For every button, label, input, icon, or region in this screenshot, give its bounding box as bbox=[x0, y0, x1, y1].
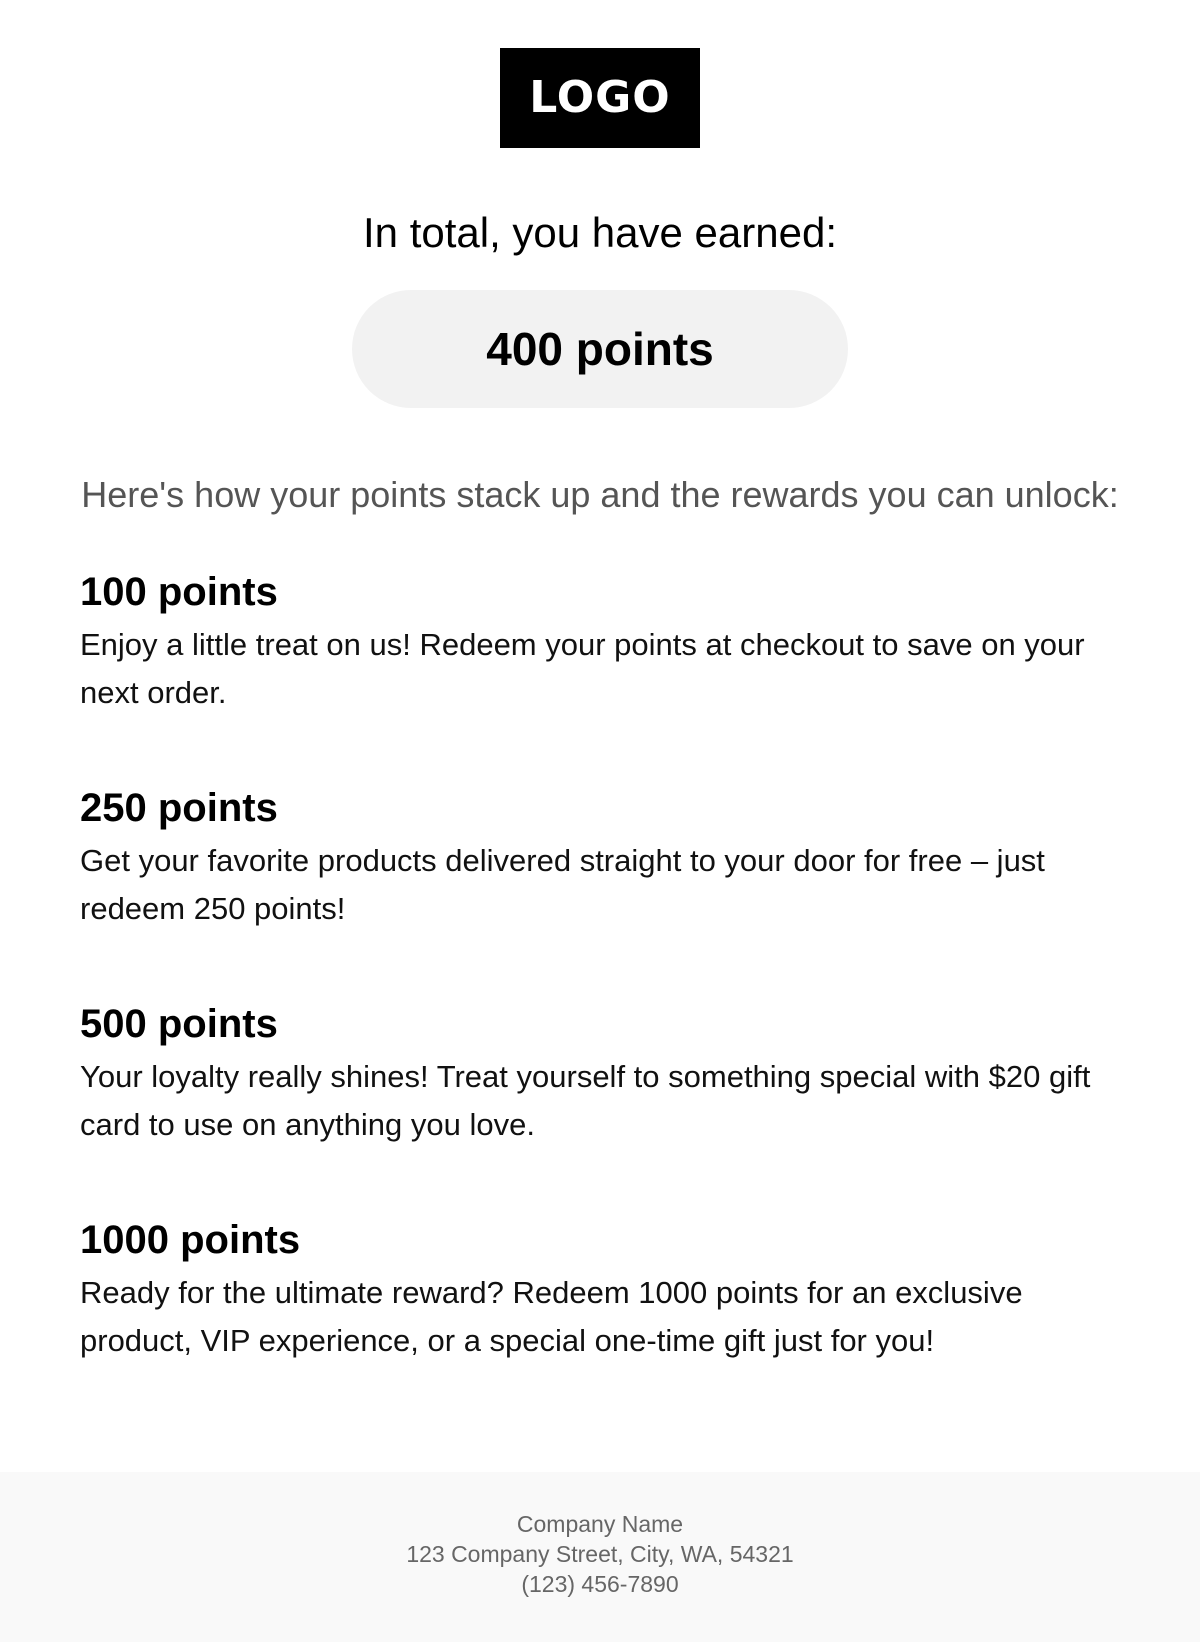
reward-tier-100 bbox=[80, 563, 1130, 779]
points-total-badge: 400 points bbox=[352, 290, 848, 408]
reward-tier-250 bbox=[80, 779, 1130, 995]
rewards-intro: Here's how your points stack up and the rewards you can unlock: bbox=[81, 474, 1119, 515]
reward-tier-description: Ready for the ultimate reward? Redeem 1000 points for an exclusive product, VIP experience, or a special one-time gift just for you! bbox=[80, 1275, 1023, 1358]
footer-content bbox=[0, 1472, 1200, 1599]
reward-tier-description: Your loyalty really shines! Treat yourself to something special with $20 gift card to use on anything you love. bbox=[80, 1059, 1091, 1142]
reward-tier-description: Get your favorite products delivered straight to your door for free – just redeem 250 points! bbox=[80, 843, 1045, 926]
reward-tiers-list bbox=[80, 563, 1130, 1427]
reward-tier-description: Enjoy a little treat on us! Redeem your points at checkout to save on your next order. bbox=[80, 627, 1085, 710]
reward-tier-title: 500 points bbox=[80, 1002, 278, 1046]
footer-company-name: Company Name bbox=[516, 1511, 684, 1537]
points-pill-container bbox=[0, 290, 1200, 408]
footer bbox=[0, 1472, 1200, 1642]
reward-tier-500 bbox=[80, 995, 1130, 1211]
footer-phone: (123) 456-7890 bbox=[521, 1571, 679, 1597]
logo[interactable]: LOGO bbox=[500, 48, 700, 148]
reward-tier-title: 100 points bbox=[80, 570, 278, 614]
footer-address: 123 Company Street, City, WA, 54321 bbox=[406, 1541, 794, 1567]
reward-tier-title: 1000 points bbox=[80, 1218, 301, 1262]
logo-container bbox=[0, 48, 1200, 148]
reward-tier-1000 bbox=[80, 1211, 1130, 1427]
reward-tier-title: 250 points bbox=[80, 786, 278, 830]
earned-heading: In total, you have earned: bbox=[363, 209, 837, 256]
